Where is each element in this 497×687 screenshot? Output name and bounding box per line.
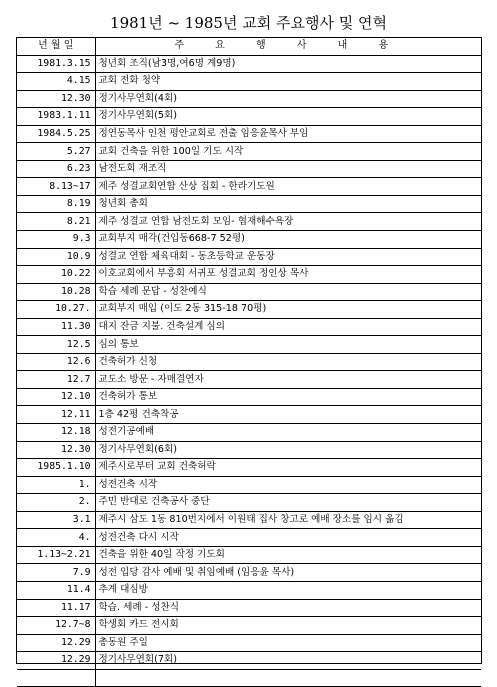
row-date: 10.27. — [17, 301, 95, 319]
row-event: 남전도회 재조직 — [95, 160, 481, 178]
table-row — [17, 529, 481, 547]
row-date: 11.30 — [17, 318, 95, 336]
table-row — [17, 143, 481, 161]
row-event: 건축허가 통보 — [95, 388, 481, 406]
row-date: 1. — [17, 476, 95, 494]
row-date: 1981.3.15 — [17, 55, 95, 73]
row-date: 5.27 — [17, 143, 95, 161]
row-date: 2. — [17, 494, 95, 512]
row-event: 성결교 연합 체육대회 - 동초등학교 운동장 — [95, 248, 481, 266]
table-row — [17, 511, 481, 529]
row-date — [17, 669, 95, 687]
row-event — [95, 669, 481, 687]
table-row — [17, 213, 481, 231]
row-event: 교회 건축을 위한 100일 기도 시작 — [95, 143, 481, 161]
row-event: 정기사무연회(5회) — [95, 108, 481, 126]
row-event: 정기사무연회(4회) — [95, 90, 481, 108]
row-date: 11.4 — [17, 581, 95, 599]
table-row — [17, 266, 481, 284]
row-date: 7.9 — [17, 564, 95, 582]
table-row — [17, 494, 481, 512]
row-event: 성전건축 다시 시작 — [95, 529, 481, 547]
row-event: 교회부지 매입 (이도 2동 315-18 70평) — [95, 301, 481, 319]
table-row — [17, 424, 481, 442]
table-row — [17, 160, 481, 178]
table-row — [17, 634, 481, 652]
row-date: 8.19 — [17, 195, 95, 213]
row-date: 8.21 — [17, 213, 95, 231]
row-event: 정기사무연회(6회) — [95, 441, 481, 459]
row-date: 12.6 — [17, 353, 95, 371]
row-date: 8.13~17 — [17, 178, 95, 196]
row-date: 12.29 — [17, 634, 95, 652]
row-event: 청년회 조직(남3명,여6명 계9명) — [95, 55, 481, 73]
row-date: 12.30 — [17, 90, 95, 108]
row-date: 12.5 — [17, 336, 95, 354]
table-row — [17, 406, 481, 424]
row-date: 6.23 — [17, 160, 95, 178]
row-date: 10.22 — [17, 266, 95, 284]
row-event: 건축을 위한 40일 작정 기도회 — [95, 546, 481, 564]
table-row — [17, 476, 481, 494]
row-date: 12.7~8 — [17, 617, 95, 635]
history-table — [17, 38, 481, 687]
row-event: 정기사무연회(7회) — [95, 652, 481, 670]
row-date: 1985.1.10 — [17, 459, 95, 477]
event-column-header: 주 요 행 사 내 용 — [95, 38, 481, 55]
row-event: 제주 성결교회연합 산상 집회 - 한라기도원 — [95, 178, 481, 196]
table-row — [17, 195, 481, 213]
table-row — [17, 283, 481, 301]
row-event: 건축허가 신청 — [95, 353, 481, 371]
table-row — [17, 669, 481, 687]
table-row — [17, 318, 481, 336]
page-title: 1981년 ~ 1985년 교회 주요행사 및 연혁 — [110, 14, 387, 32]
row-event: 교도소 방문 - 자매결연자 — [95, 371, 481, 389]
date-column-header: 년 월 일 — [17, 38, 95, 55]
table-row — [17, 564, 481, 582]
table-row — [17, 599, 481, 617]
table-row — [17, 108, 481, 126]
row-date: 4.15 — [17, 73, 95, 91]
table-row — [17, 581, 481, 599]
table-row — [17, 301, 481, 319]
row-event: 교회부지 매각(건입동668-7 52평) — [95, 231, 481, 249]
row-event: 제주 성결교 연합 남전도회 모임- 협재해수욕장 — [95, 213, 481, 231]
table-row — [17, 336, 481, 354]
column-divider — [95, 38, 96, 663]
row-date: 11.17 — [17, 599, 95, 617]
table-row — [17, 353, 481, 371]
row-event: 학습. 세례 - 성찬식 — [95, 599, 481, 617]
row-date: 1.13~2.21 — [17, 546, 95, 564]
table-row — [17, 388, 481, 406]
row-date: 4. — [17, 529, 95, 547]
table-row — [17, 73, 481, 91]
row-date: 12.10 — [17, 388, 95, 406]
history-table-frame — [16, 37, 482, 664]
row-event: 성전기공예배 — [95, 424, 481, 442]
row-event: 추계 대심방 — [95, 581, 481, 599]
row-date: 12.30 — [17, 441, 95, 459]
row-event: 정연동목사 인천 평안교회로 전출 임응윤목사 부임 — [95, 125, 481, 143]
row-event: 제주시로부터 교회 건축허락 — [95, 459, 481, 477]
row-event: 심의 통보 — [95, 336, 481, 354]
table-row — [17, 371, 481, 389]
table-row — [17, 652, 481, 670]
row-date: 9.3 — [17, 231, 95, 249]
table-row — [17, 125, 481, 143]
table-header-row — [17, 38, 481, 55]
row-date: 10.28 — [17, 283, 95, 301]
table-row — [17, 90, 481, 108]
row-event: 1층 42평 건축착공 — [95, 406, 481, 424]
row-event: 교회 전화 청약 — [95, 73, 481, 91]
row-event: 성전건축 시작 — [95, 476, 481, 494]
table-row — [17, 248, 481, 266]
row-date: 12.11 — [17, 406, 95, 424]
table-row — [17, 55, 481, 73]
row-event: 주민 반대로 건축공사 중단 — [95, 494, 481, 512]
row-event: 학생회 카드 전시회 — [95, 617, 481, 635]
table-row — [17, 617, 481, 635]
row-date: 12.7 — [17, 371, 95, 389]
table-row — [17, 231, 481, 249]
row-date: 1984.5.25 — [17, 125, 95, 143]
table-row — [17, 546, 481, 564]
row-event: 성전 입당 감사 예배 및 취임예배 (임응윤 목사) — [95, 564, 481, 582]
table-row — [17, 459, 481, 477]
table-row — [17, 178, 481, 196]
row-event: 대지 잔금 지불. 건축설계 심의 — [95, 318, 481, 336]
row-event: 제주시 삼도 1동 810번지에서 이원태 집사 창고로 예배 장소를 임시 옮김 — [95, 511, 481, 529]
row-date: 12.29 — [17, 652, 95, 670]
row-date: 10.9 — [17, 248, 95, 266]
row-date: 3.1 — [17, 511, 95, 529]
row-event: 학습 세례 문답 - 성찬예식 — [95, 283, 481, 301]
row-event: 청년회 총회 — [95, 195, 481, 213]
table-row — [17, 441, 481, 459]
row-event: 총동원 주일 — [95, 634, 481, 652]
row-event: 이호교회에서 부흥회 서귀포 성결교회 정인상 목사 — [95, 266, 481, 284]
row-date: 1983.1.11 — [17, 108, 95, 126]
row-date: 12.18 — [17, 424, 95, 442]
